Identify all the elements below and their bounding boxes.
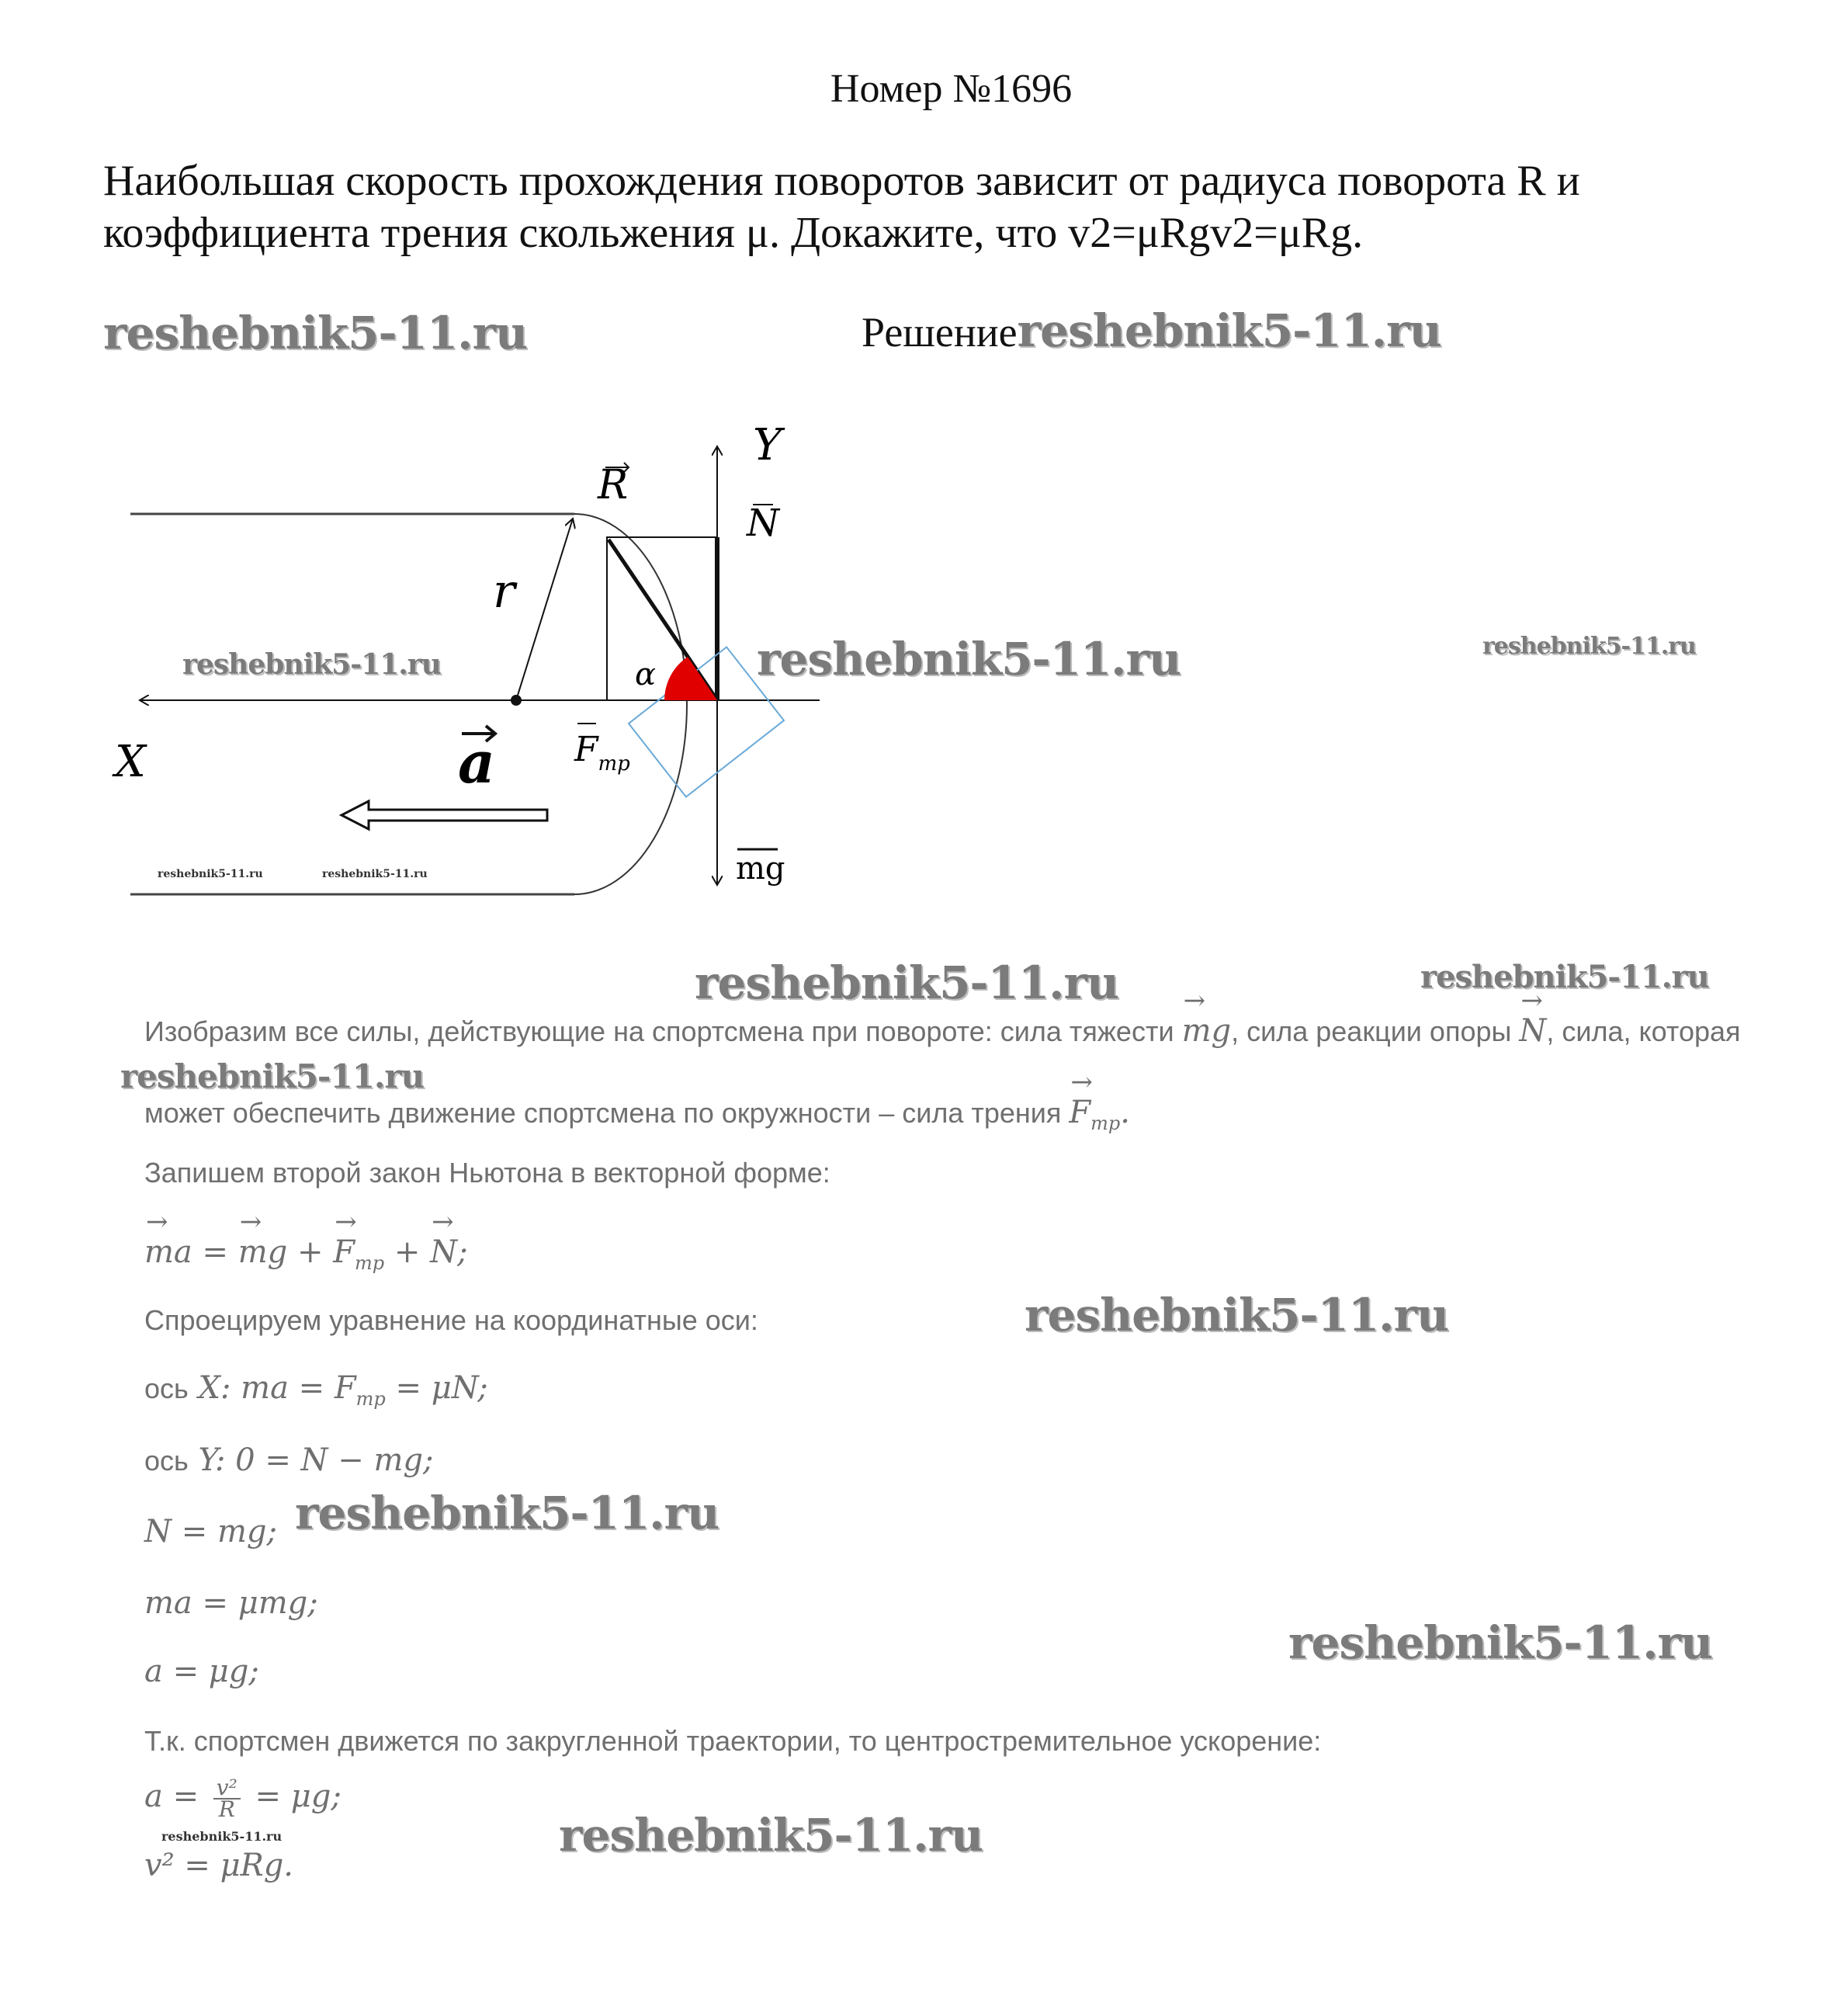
solution-text: , сила, которая	[1546, 1015, 1741, 1047]
solution-paragraph-2	[144, 1095, 1130, 1134]
solution-label: Решение	[862, 309, 1018, 356]
vector-F-friction: → $F_{тр}$.	[1069, 1095, 1130, 1130]
watermark: reshebnik5-11.ru	[695, 956, 1119, 1009]
equation-ma: ma = μmg;	[144, 1585, 318, 1621]
denominator: R	[218, 1796, 235, 1822]
label-a: a	[458, 730, 495, 796]
radius-line	[516, 519, 573, 700]
eq-term: +	[287, 1234, 334, 1270]
eq-term: = μN;	[385, 1370, 488, 1406]
watermark: reshebnik5-11.ru	[1482, 633, 1696, 660]
solution-paragraph-5: Т.к. спортсмен движется по закругленной траектории, то центростремительное ускорение:	[144, 1725, 1322, 1757]
resultant-vector	[608, 540, 717, 700]
label-mg: mg	[736, 851, 785, 887]
eq-term: тр	[355, 1388, 386, 1410]
problem-statement	[103, 155, 1772, 259]
vector-mg: → mg	[1182, 1013, 1232, 1049]
watermark: reshebnik5-11.ru	[161, 1829, 283, 1844]
equation-a: a = μg;	[144, 1654, 259, 1689]
watermark: reshebnik5-11.ru	[182, 648, 441, 681]
equation-x-projection	[144, 1370, 488, 1410]
equation-newton	[144, 1234, 468, 1274]
numerator: v²	[213, 1778, 241, 1800]
eq-term: ось	[144, 1373, 189, 1404]
eq-term: +	[384, 1234, 431, 1270]
watermark: reshebnik5-11.ru	[103, 307, 528, 359]
solution-paragraph-3: Запишем второй закон Ньютона в векторной форме:	[144, 1157, 830, 1189]
eq-term: : ma = F	[220, 1370, 356, 1406]
label-R: R	[598, 462, 629, 508]
vector-F: → F	[1069, 1095, 1090, 1130]
watermark: reshebnik5-11.ru	[120, 1057, 425, 1095]
watermark: reshebnik5-11.ru	[1420, 959, 1709, 995]
acceleration-arrow	[342, 801, 547, 829]
watermark: reshebnik5-11.ru	[757, 633, 1181, 685]
watermark: reshebnik5-11.ru	[158, 868, 263, 880]
solution-text: может обеспечить движение спортсмена по окружности – сила трения	[144, 1097, 1062, 1129]
solution-text: Изобразим все силы, действующие на спортсмена при повороте: сила тяжести	[144, 1015, 1174, 1047]
equation-result: v² = μRg.	[144, 1848, 294, 1883]
vector-N: → N	[1519, 1013, 1546, 1049]
eq-term: : 0 = N − mg;	[214, 1442, 434, 1478]
eq-term: = μg;	[244, 1779, 342, 1814]
solution-heading	[862, 304, 1441, 357]
problem-line-2: коэффициента трения скольжения μ. Докажите, что v2=μRgv2=μRg.	[103, 209, 1364, 257]
eq-term: ось	[144, 1445, 189, 1477]
page-title: Номер №1696	[830, 67, 1073, 111]
equation-centripetal	[144, 1775, 342, 1822]
solution-paragraph-1	[144, 1013, 1741, 1049]
eq-term: =	[192, 1234, 238, 1270]
angle-alpha-marker	[664, 657, 717, 700]
eq-term: → F	[333, 1234, 355, 1270]
label-alpha: α	[635, 657, 657, 692]
eq-term: → mg	[238, 1234, 288, 1270]
solution-paragraph-4: Спроецируем уравнение на координатные оси:	[144, 1304, 758, 1336]
problem-line-1: Наибольшая скорость прохождения поворотов зависит от радиуса поворота R и	[103, 157, 1580, 205]
solution-text: , сила реакции опоры	[1231, 1015, 1512, 1047]
fraction	[213, 1775, 241, 1822]
label-r: r	[493, 564, 515, 619]
axis-x-label: X	[115, 737, 146, 787]
subscript: тр	[1090, 1112, 1121, 1134]
watermark: reshebnik5-11.ru	[1025, 1289, 1449, 1341]
axis-y-label: Y	[753, 420, 782, 470]
eq-term: ;	[457, 1234, 468, 1270]
label-F: $F_{тр}$	[574, 730, 630, 776]
watermark: reshebnik5-11.ru	[322, 868, 428, 880]
equation-y-projection	[144, 1442, 434, 1478]
watermark: reshebnik5-11.ru	[1017, 304, 1441, 357]
eq-term: a =	[144, 1779, 209, 1814]
eq-term: → ma	[144, 1234, 192, 1270]
watermark: reshebnik5-11.ru	[559, 1809, 983, 1862]
watermark: reshebnik5-11.ru	[1288, 1616, 1713, 1669]
eq-term: X	[198, 1370, 220, 1406]
equation-N: N = mg;	[144, 1514, 277, 1550]
label-N: N	[747, 502, 779, 545]
watermark: reshebnik5-11.ru	[295, 1487, 719, 1539]
eq-term: → N	[430, 1234, 457, 1270]
eq-term: тр	[355, 1252, 385, 1274]
eq-term: Y	[198, 1442, 215, 1478]
